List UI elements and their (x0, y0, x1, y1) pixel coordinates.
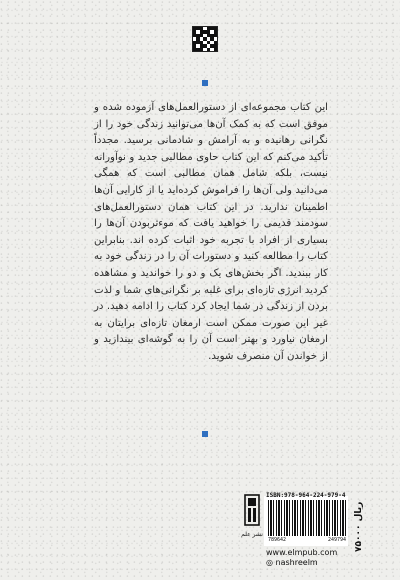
instagram-icon: ◎ (266, 558, 273, 567)
back-cover-text: این کتاب مجموعه‌ای از دستورالعمل‌های آزموده شده و موفق است که به کمک آن‌ها می‌توانید زندگی خود را از نگرانی رهانیده و به آرامش و شادمانی برسید. مجدداً تأکید می‌کنم که این کتاب حاوی مطالبی جدید و نوآورانه نیست، بلکه شامل همان مطالبی است که همگی می‌دانید ولی آن‌ها را فراموش کرده‌اید یا از کارایی آن‌ها اطمینان ندارید. در این کتاب همان دستورالعمل‌های سودمند قدیمی را خواهید یافت که موءثربودن آن‌ها را بسیاری از افراد با تجربه خود اثبات کرده اند. بنابراین کتاب را مطالعه کنید و دستورات آن را در زندگی خود به کار ببندید. اگر بخش‌های یک و دو را خواندید و مشاهده کردید انرژی تازه‌ای برای غلبه بر نگرانی‌های شما و لذت بردن از زندگی در شما ایجاد کرد کتاب را ادامه دهید. در غیر این صورت ممکن است ارمغان تازه‌ای برایتان به ارمغان نیاورد و بهتر است آن را به گوشه‌ای بیندازید و از خواندن آن منصرف شوید. (94, 102, 328, 362)
barcode-icon (268, 500, 346, 536)
top-square-icon (202, 80, 208, 86)
publisher-logo (241, 494, 263, 540)
barcode-right-digits: 249794 (327, 537, 346, 543)
price-label: ۷۵۰۰۰ ریال (354, 501, 364, 552)
barcode-left-digits: 789642 (268, 537, 287, 543)
instagram-handle: ◎ nashreelm (266, 558, 318, 567)
qr-code-icon (192, 26, 218, 52)
barcode-numbers (268, 537, 346, 543)
isbn-label: ISBN:978-964-224-979-4 (266, 492, 346, 499)
website-link[interactable]: www.elmpub.com (266, 548, 338, 557)
bottom-square-icon (202, 431, 208, 437)
publisher-name: نشر علم (241, 531, 263, 538)
